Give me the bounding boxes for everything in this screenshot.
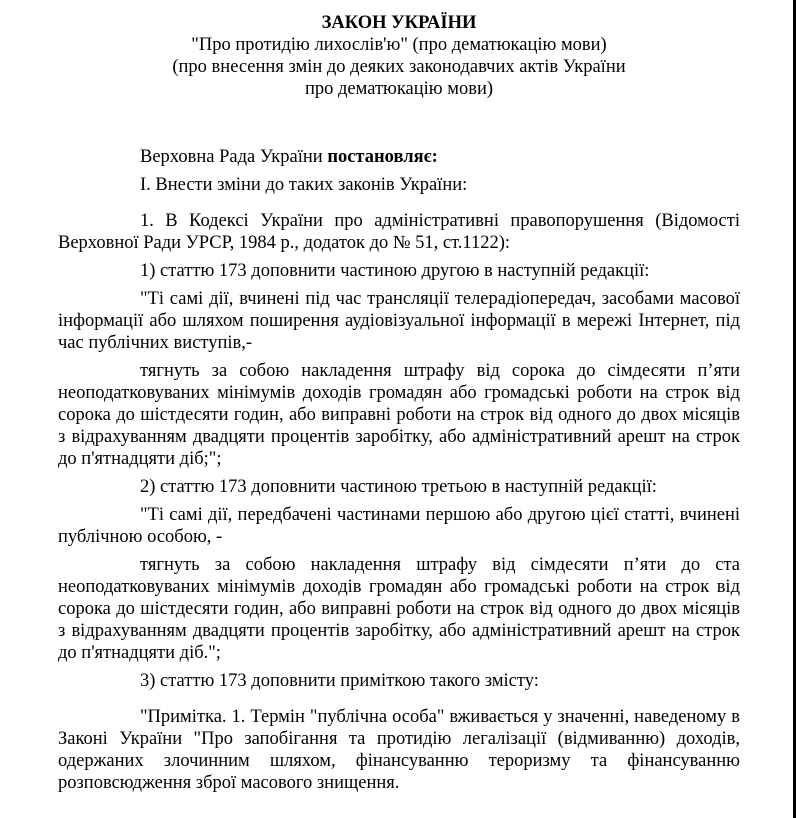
document-subtitle-line-3: про дематюкацію мови) (304, 79, 494, 99)
document-subtitle-line-2: (про внесення змін до деяких законодавчих актів України (172, 57, 626, 77)
subitem-2-heading: 2) статтю 173 доповнити частиною третьою в наступній редакції: (140, 477, 657, 497)
subitem-2-quoted-text: "Ті самі дії, передбачені частинами першою або другою цієї статті, вчинені публічною особою, - (58, 505, 740, 547)
subitem-3-heading: 3) статтю 173 доповнити приміткою такого змісту: (140, 671, 539, 691)
preamble-resolution-word: постановляє: (327, 147, 438, 167)
preamble-paragraph (58, 146, 740, 168)
note-paragraph: "Примітка. 1. Термін "публічна особа" вживається у значенні, наведеному в Законі України "Про запобігання та протидію легалізації (відмиванню) доходів, одержаних злочинним шляхом, фінансуванню тероризму та фінансуванню розповсюдження зброї масового знищення. (58, 707, 740, 793)
subitem-2-sanction-text: тягнуть за собою накладення штрафу від сімдесяти п’яти до ста неоподатковуваних мінімумів доходів громадян або громадські роботи на строк від сорока до шістдесяти годин, або виправні роботи на строк від одного до двох місяців з відрахуванням двадцяти процентів заробітку, або адміністративний арешт на строк до п'ятнадцяти діб."; (58, 555, 740, 663)
subitem-1-sanction-text: тягнуть за собою накладення штрафу від сорока до сімдесяти п’яти неоподатковуваних мінімумів доходів громадян або громадські роботи на строк від сорока до шістдесяти годин, або виправні роботи на строк від одного до двох місяців з відрахуванням двадцяти процентів заробітку, або адміністративний арешт на строк до п'ятнадцяти діб;"; (58, 361, 740, 469)
title-spacer (58, 100, 740, 146)
item-1-paragraph: 1. В Кодексі України про адміністративні правопорушення (Відомості Верховної Ради УРСР, 1984 р., додаток до № 51, ст.1122): (58, 211, 740, 253)
document-title: ЗАКОН УКРАЇНИ (321, 13, 477, 33)
document-content (58, 12, 740, 800)
subitem-1-quoted-text: "Ті самі дії, вчинені під час трансляції телерадіопередач, засобами масової інформації або шляхом поширення аудіовізуальної інформації в мережі Інтернет, під час публічних виступів,- (58, 289, 740, 353)
preamble-text: Верховна Рада України (140, 147, 328, 167)
document-subtitle-line-1: "Про протидію лихослів'ю" (про дематюкацію мови) (191, 35, 607, 55)
section-i-heading: І. Внести зміни до таких законів України: (140, 175, 468, 195)
subitem-1-heading: 1) статтю 173 доповнити частиною другою в наступній редакції: (140, 261, 650, 281)
